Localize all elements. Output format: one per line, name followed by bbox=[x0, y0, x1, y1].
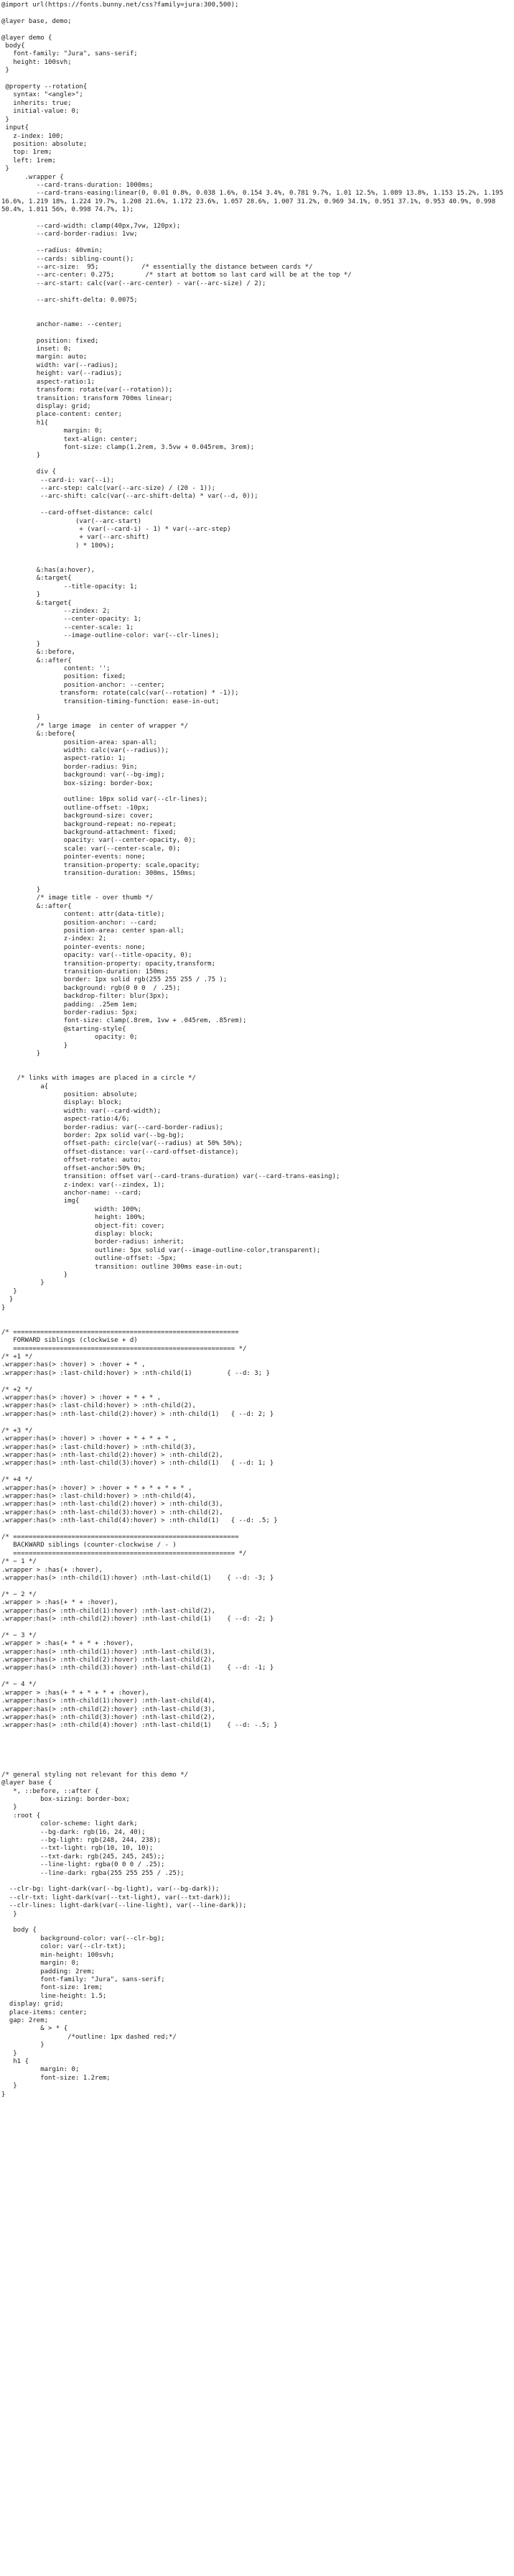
code-listing: @import url(https://fonts.bunny.net/css?family=jura:300,500); @layer base, demo; @layer demo { body{ font-family: "Jura", sans-serif; height: 100svh; } @property --rotation{ syntax: "<angle>"; inherits: true; initial-value: 0; } input{ z-index: 100; position: absolute; top: 1rem; left: 1rem; } .wrapper { --card-trans-duration: 1000ms; --card-trans-easing:linear(0, 0.01 0.8%, 0.038 1.6%, 0.154 3.4%, 0.781 9.7%, 1.01 12.5%, 1.089 13.8%, 1.153 15.2%, 1.195 16.6%, 1.219 18%, 1.224 19.7%, 1.208 21.6%, 1.172 23.6%, 1.057 28.6%, 1.007 31.2%, 0.969 34.1%, 0.951 37.1%, 0.953 40.9%, 0.998 50.4%, 1.011 56%, 0.998 74.7%, 1); --card-width: clamp(40px,7vw, 120px); --card-border-radius: 1vw; --radius: 40vmin; --cards: sibling-count(); --arc-size: 95; /* essentially the distance between cards */ --arc-center: 0.275; /* start at bottom so last card will be at the top */ --arc-start: calc(var(--arc-center) - var(--arc-size) / 2); --arc-shift-delta: 0.0075; anchor-name: --center; position: fixed; inset: 0; margin: auto; width: var(--radius); height: var(--radius); aspect-ratio:1; transform: rotate(var(--rotation)); transition: transform 700ms linear; display: grid; place-content: center; h1{ margin: 0; text-align: center; font-size: clamp(1.2rem, 3.5vw + 0.045rem, 3rem); } div { --card-i: var(--i); --arc-step: calc(var(--arc-size) / (20 - 1)); --arc-shift: calc(var(--arc-shift-delta) * var(--d, 0)); --card-offset-distance: calc( (var(--arc-start) + (var(--card-i) - 1) * var(--arc-step) + var(--arc-shift) ) * 100%); &:has(a:hover), &:target{ --title-opacity: 1; } &:target{ --zindex: 2; --center-opacity: 1; --center-scale: 1; --image-outline-color: var(--clr-lines); } &::before, &::after{ content: ''; position: fixed; position-anchor: --center; transform: rotate(calc(var(--rotation) * -1)); transition-timing-function: ease-in-out; } /* large image in center of wrapper */ &::before{ position-area: span-all; width: calc(var(--radius)); aspect-ratio: 1; border-radius: 9in; background: var(--bg-img); box-sizing: border-box; outline: 10px solid var(--clr-lines); outline-offset: -10px; background-size: cover; background-repeat: no-repeat; background-attachment: fixed; opacity: var(--center-opacity, 0); scale: var(--center-scale, 0); pointer-events: none; transition-property: scale,opacity; transition-duration: 300ms, 150ms; } /* image title - over thumb */ &::after{ content: attr(data-title); position-anchor: --card; position-area: center span-all; z-index: 2; pointer-events: none; opacity: var(--title-opacity, 0); transition-property: opacity,transform; transition-duration: 150ms; border: 1px solid rgb(255 255 255 / .75 ); background: rgb(0 0 0 / .25); backdrop-filter: blur(3px); padding: .25em 1em; border-radius: 5px; font-size: clamp(.8rem, 1vw + .045rem, .85rem); @starting-style{ opacity: 0; } } /* links with images are placed in a circle */ a{ position: absolute; display: block; width: var(--card-width); aspect-ratio:4/6; border-radius: var(--card-border-radius); border: 2px solid var(--bg-bg); offset-path: circle(var(--radius) at 50% 50%); offset-distance: var(--card-offset-distance); offset-rotate: auto; offset-anchor:50% 0%; transition: offset var(--card-trans-duration) var(--card-trans-easing); z-index: var(--zindex, 1); anchor-name: --card; img{ width: 100%; height: 100%; object-fit: cover; display: block; border-radius: inherit; outline: 5px solid var(--image-outline-color,transparent); outline-offset: -5px; transition: outline 300ms ease-in-out; } } } } } /* ========================================================== FORWARD siblings (clockwise + d) ========================================================= */ /* +1 */ .wrapper:has(> :hover) > :hover + * , .wrapper:has(> :last-child:hover) > :nth-child(1) { --d: 3; } /* +2 */ .wrapper:has(> :hover) > :hover + * + * , .wrapper:has(> :last-child:hover) > :nth-child(2), .wrapper:has(> :nth-last-child(2):hover) > :nth-child(1) { --d: 2; } /* +3 */ .wrapper:has(> :hover) > :hover + * + * + * , .wrapper:has(> :last-child:hover) > :nth-child(3), .wrapper:has(> :nth-last-child(2):hover) > :nth-child(2), .wrapper:has(> :nth-last-child(3):hover) > :nth-child(1) { --d: 1; } /* +4 */ .wrapper:has(> :hover) > :hover + * + * + * + * , .wrapper:has(> :last-child:hover) > :nth-child(4), .wrapper:has(> :nth-last-child(2):hover) > :nth-child(3), .wrapper:has(> :nth-last-child(3):hover) > :nth-child(2), .wrapper:has(> :nth-last-child(4):hover) > :nth-child(1) { --d: .5; } /* ========================================================== BACKWARD siblings (counter-clockwise / - ) ========================================================= */ /* − 1 */ .wrapper > :has(+ :hover), .wrapper:has(> :nth-child(1):hover) :nth-last-child(1) { --d: -3; } /* − 2 */ .wrapper > :has(+ * + :hover), .wrapper:has(> :nth-child(1):hover) :nth-last-child(2), .wrapper:has(> :nth-child(2):hover) :nth-last-child(1) { --d: -2; } /* − 3 */ .wrapper > :has(+ * + * + :hover), .wrapper:has(> :nth-child(1):hover) :nth-last-child(3), .wrapper:has(> :nth-child(2):hover) :nth-last-child(2), .wrapper:has(> :nth-child(3):hover) :nth-last-child(1) { --d: -1; } /* − 4 */ .wrapper > :has(+ * + * + * + :hover), .wrapper:has(> :nth-child(1):hover) :nth-last-child(4), .wrapper:has(> :nth-child(2):hover) :nth-last-child(3), .wrapper:has(> :nth-child(3):hover) :nth-last-child(2), .wrapper:has(> :nth-child(4):hover) :nth-last-child(1) { --d: -.5; } /* general styling not relevant for this demo */ @layer base { *, ::before, ::after { box-sizing: border-box; } :root { color-scheme: light dark; --bg-dark: rgb(16, 24, 40); --bg-light: rgb(248, 244, 238); --txt-light: rgb(10, 10, 10); --txt-dark: rgb(245, 245, 245);; --line-light: rgba(0 0 0 / .25); --line-dark: rgba(255 255 255 / .25); --clr-bg: light-dark(var(--bg-light), var(--bg-dark)); --clr-txt: light-dark(var(--txt-light), var(--txt-dark)); --clr-lines: light-dark(var(--line-light), var(--line-dark)); } body { background-color: var(--clr-bg); color: var(--clr-txt); min-height: 100svh; margin: 0; padding: 2rem; font-family: "Jura", sans-serif; font-size: 1rem; line-height: 1.5; display: grid; place-items: center; gap: 2rem; & > * { /*outline: 1px dashed red;*/ } } h1 { margin: 0; font-size: 1.2rem; } } bbox=[1, 1, 503, 2098]
